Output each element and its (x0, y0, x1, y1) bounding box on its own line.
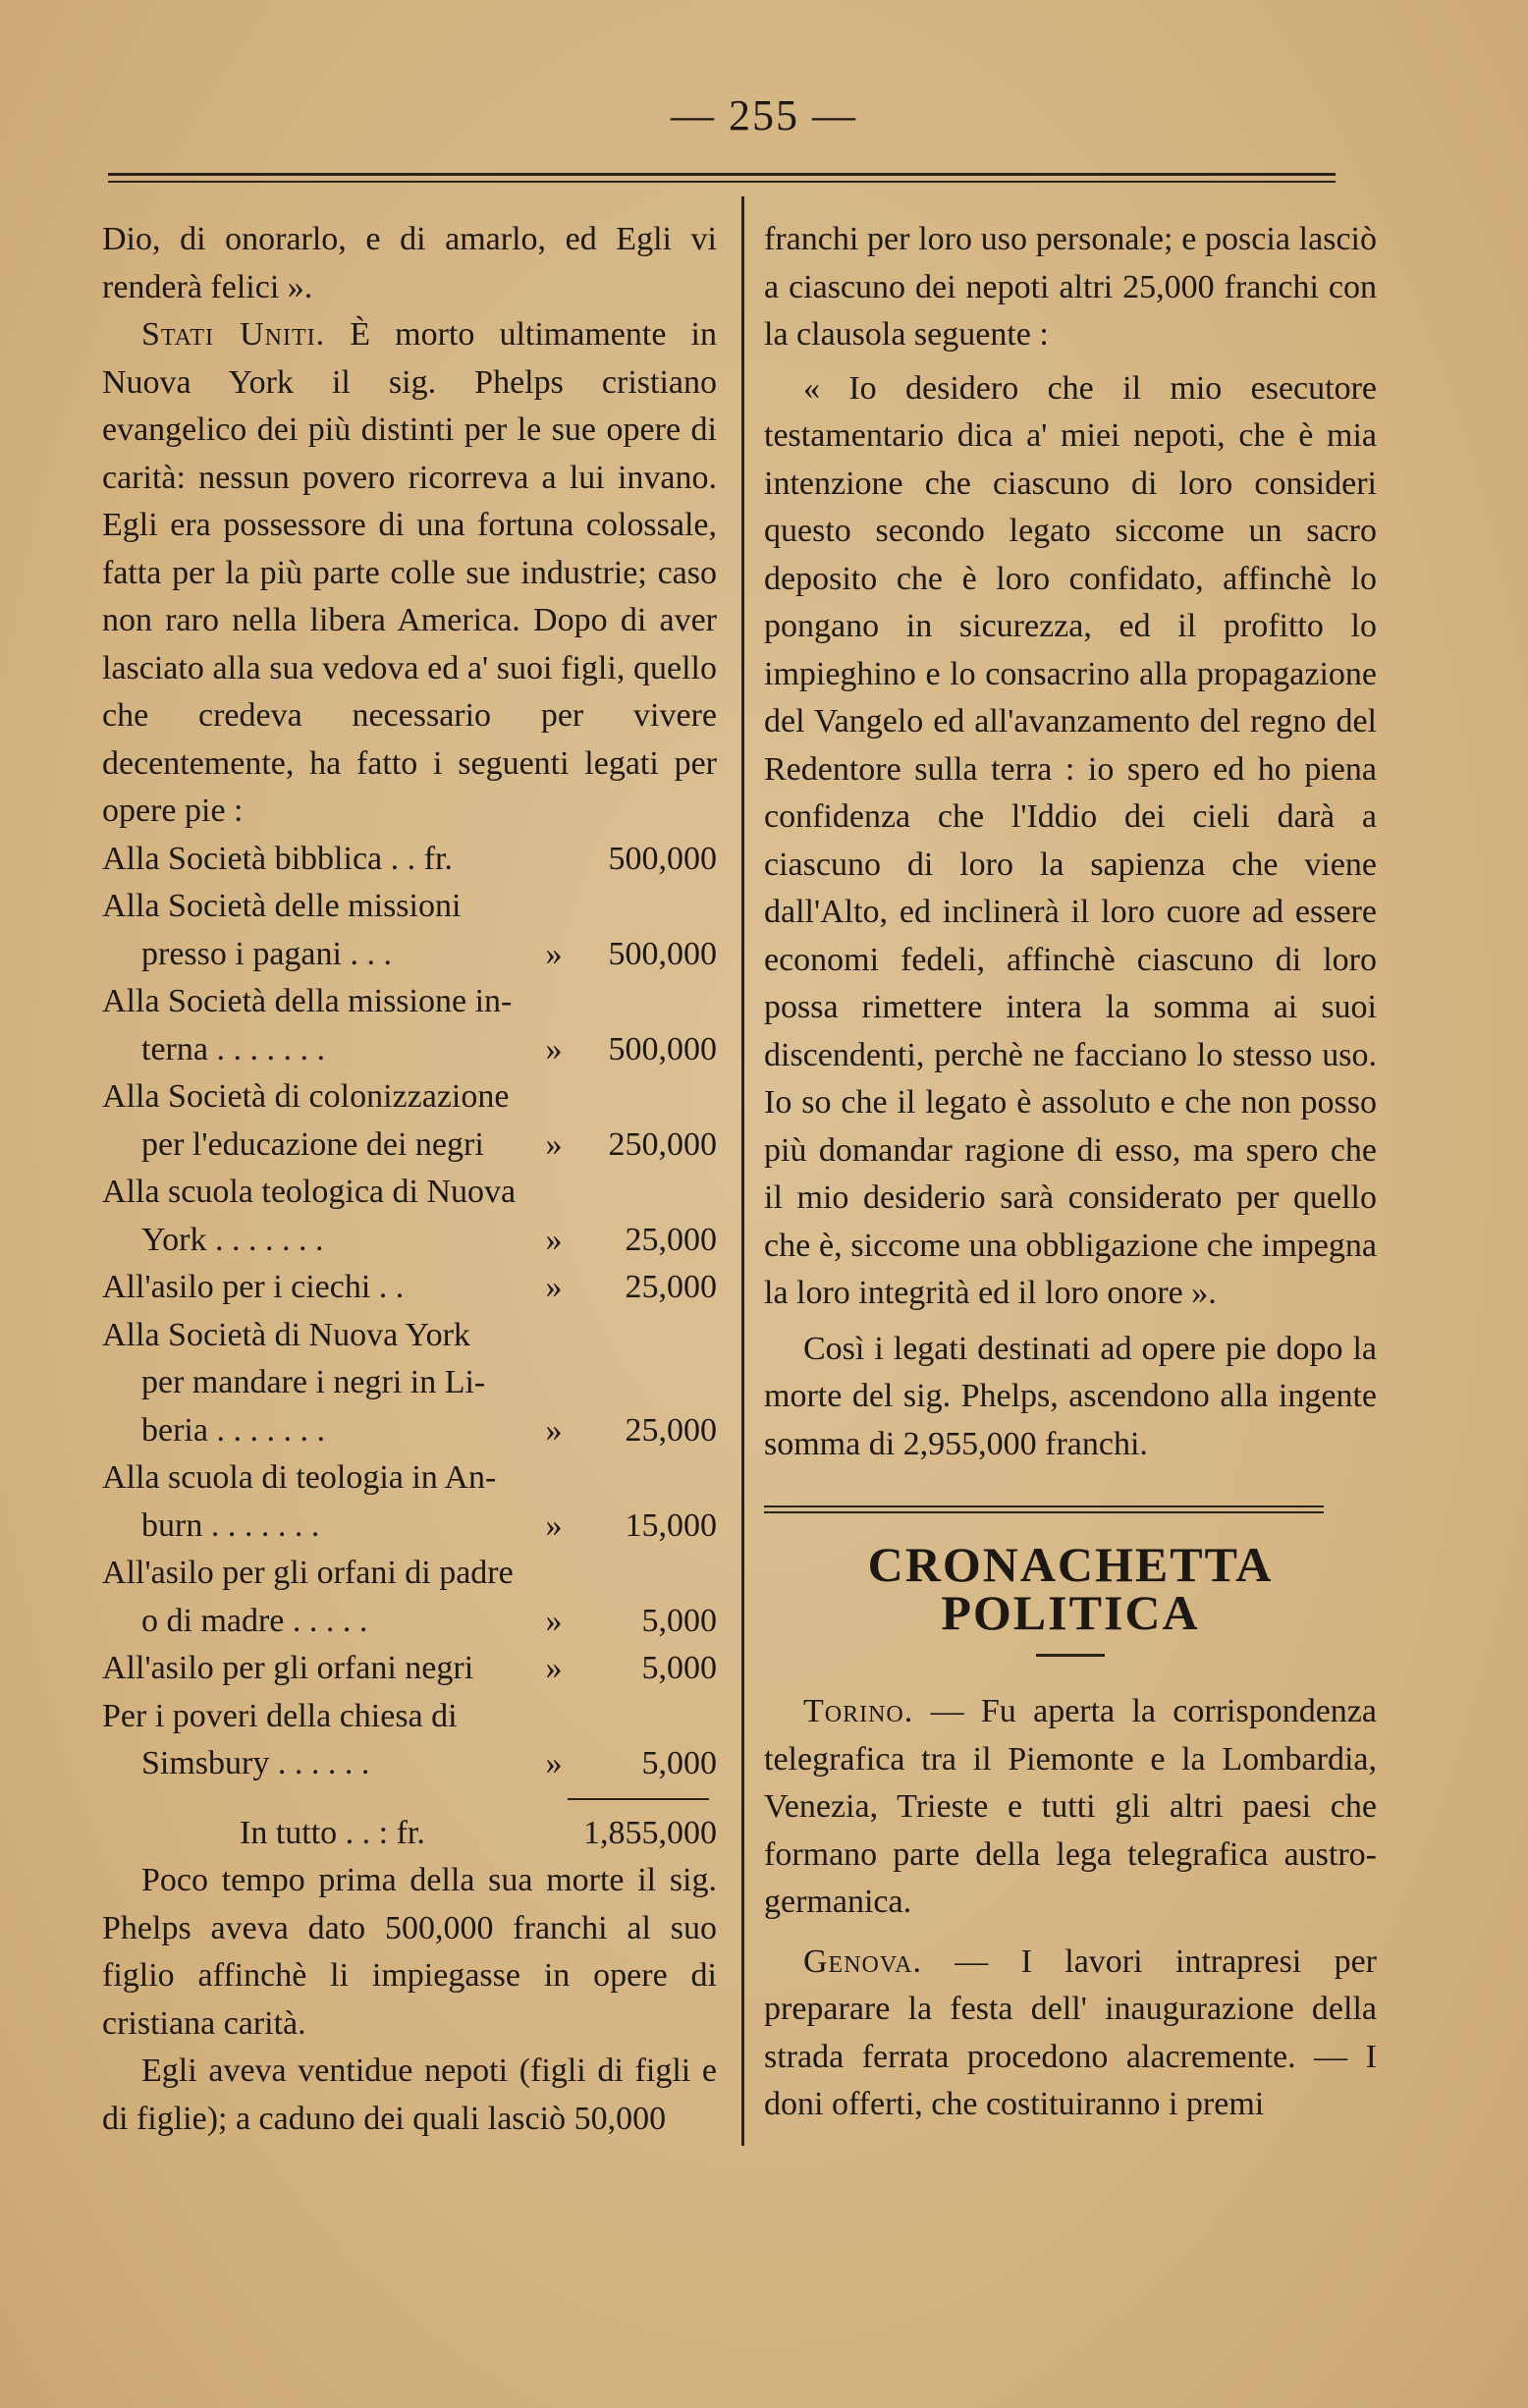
legacy-line (102, 1217, 717, 1265)
total-label: In tutto . . : fr. (240, 1814, 425, 1851)
legacy-line (102, 1454, 717, 1503)
legacy-unit: » (545, 1125, 563, 1163)
legacy-description: per l'educazione dei negri (141, 1125, 484, 1163)
legacy-line (102, 1645, 717, 1693)
legacy-description: Simsbury . . . . . . (141, 1745, 370, 1781)
stati-uniti-paragraph (102, 311, 717, 836)
legacy-line (102, 978, 717, 1026)
legacy-description: Alla scuola teologica di Nuova (102, 1174, 517, 1210)
legacy-amount: 25,000 (625, 1411, 717, 1449)
genova-paragraph (764, 1939, 1377, 2129)
legacy-amount: 5,000 (641, 1745, 717, 1781)
legacy-unit: » (545, 1506, 563, 1544)
legacy-description: burn . . . . . . . (141, 1506, 320, 1544)
page-number: — 255 — (671, 91, 857, 139)
torino-text: — Fu aperta la corrispondenza telegrafica tra il Piemonte e la Lombardia, Venezia, Trieste e tutti gli altri paesi che formano parte della lega telegrafica austro-germanica. (764, 1693, 1377, 1920)
legacy-description: All'asilo per i ciechi . . (102, 1269, 405, 1305)
legacy-line (102, 1122, 717, 1170)
legacies-list (102, 836, 717, 1788)
legacy-line (102, 1264, 717, 1312)
genova-label: Genova. (803, 1943, 922, 1980)
header-rule (108, 173, 1336, 176)
legacy-line (102, 1550, 717, 1598)
torino-label: Torino. (803, 1693, 914, 1729)
legacy-line (102, 1169, 717, 1217)
legacy-description: per mandare i negri in Li- (141, 1364, 486, 1400)
legacy-description: Alla scuola di teologia in An- (102, 1459, 497, 1496)
legacy-description: All'asilo per gli orfani di padre (102, 1555, 514, 1591)
paragraph-prima: Poco tempo prima della sua morte il sig. Phelps aveva dato 500,000 franchi al suo figlio affinchè li impiegasse in opere di cristiana carità. (102, 1862, 717, 2042)
legacy-unit: » (545, 1650, 563, 1686)
legacy-unit: » (545, 1030, 563, 1067)
quote-paragraph: « Io desidero che il mio esecutore testamentario dica a' miei nepoti, che è mia intenzione che ciascuno di loro consideri questo secondo legato siccome un sacro deposito che è loro confidato, affinchè lo pongano in sicurezza, ed il profitto lo impieghino e lo consacrino alla propagazione del Vangelo ed all'avanzamento del regno del Redentore sulla terra : io spero ed ho piena confidenza che l'Iddio dei cieli darà a ciascuno di loro la sapienza che viene dall'Alto, ed inclinerà il loro cuore ad essere economi fedeli, affinchè ciascuno di loro possa rimettere intera la somma ai suoi discendenti, perchè ne facciano lo stesso uso. Io so che il legato è assoluto e che non posso più domandar ragione di esso, ma spero che il mio desiderio sarà considerato per quello che è, siccome una obbligazione che impegna la loro integrità ed il loro onore ». (764, 369, 1377, 1311)
total-line (102, 1810, 717, 1858)
legacy-line (102, 1598, 717, 1646)
legacy-line (102, 1407, 717, 1455)
legacy-unit: » (545, 1269, 563, 1305)
legacy-unit: » (545, 1602, 563, 1639)
legacy-description: Alla Società delle missioni (102, 888, 462, 924)
legacy-description: Alla Società della missione in- (102, 983, 513, 1019)
legacy-amount: 5,000 (641, 1650, 717, 1686)
total-amount: 1,855,000 (583, 1814, 717, 1851)
legacy-unit: » (545, 1411, 563, 1449)
legacy-amount: 250,000 (608, 1125, 717, 1163)
legacy-amount: 25,000 (625, 1221, 717, 1258)
legacy-amount: 500,000 (608, 935, 717, 972)
genova-text: — I lavori intrapresi per preparare la festa dell' inaugurazione della strada ferrata procedono alacremente. — I doni offerti, che costituiranno i premi (764, 1943, 1378, 2122)
legacy-line (102, 836, 717, 884)
legacy-unit: » (545, 1745, 563, 1781)
left-column (102, 216, 717, 2143)
legacy-description: presso i pagani . . . (141, 935, 392, 972)
legacy-description: Alla Società bibblica . . fr. (102, 840, 453, 877)
legacy-description: Per i poveri della chiesa di (102, 1697, 458, 1734)
intro-paragraph: Dio, di onorarlo, e di amarlo, ed Egli vi renderà felici ». (102, 221, 717, 305)
legacy-line (102, 1312, 717, 1360)
legacy-description: o di madre . . . . . (141, 1602, 368, 1639)
continuation-paragraph: franchi per loro uso personale; e poscia lasciò a ciascuno dei nepoti altri 25,000 franchi con la clausola seguente : (764, 221, 1377, 353)
legacy-line (102, 1073, 717, 1122)
header-rule-thin (108, 181, 1336, 183)
legacy-description: beria . . . . . . . (141, 1411, 325, 1449)
conclusion-paragraph: Così i legati destinati ad opere pie dopo la morte del sig. Phelps, ascendono alla ingente somma di 2,955,000 franchi. (764, 1330, 1377, 1462)
legacy-description: terna . . . . . . . (141, 1030, 325, 1067)
paragraph-nepoti: Egli aveva ventidue nepoti (figli di figli e di figlie); a caduno dei quali lasciò 50,000 (102, 2052, 717, 2137)
section-title: CRONACHETTA POLITICA (867, 1537, 1274, 1640)
legacy-description: Alla Società di Nuova York (102, 1316, 470, 1353)
legacy-description: All'asilo per gli orfani negri (102, 1650, 474, 1686)
legacy-unit: » (545, 1221, 563, 1258)
legacy-unit: » (545, 935, 563, 972)
right-column (764, 216, 1377, 2129)
legacy-line (102, 1503, 717, 1551)
legacy-amount: 500,000 (608, 840, 717, 877)
torino-paragraph (764, 1688, 1377, 1927)
legacy-line (102, 883, 717, 931)
section-rule-bottom (764, 1511, 1324, 1513)
legacy-line (102, 1693, 717, 1741)
legacy-amount: 500,000 (608, 1030, 717, 1067)
legacy-amount: 15,000 (625, 1506, 717, 1544)
legacy-amount: 25,000 (625, 1269, 717, 1305)
stati-uniti-text: È morto ultimamente in Nuova York il sig. Phelps cristiano evangelico dei più distinti per le sue opere di carità: nessun povero ricorreva a lui invano. Egli era possessore di una fortuna colossale, fatta per la più parte colle sue industrie; caso non raro nella libera America. Dopo di aver lasciato alla sua vedova ed a' suoi figli, quello che credeva necessario per vivere decentemente, ha fatto i seguenti legati per opere pie : (102, 316, 717, 829)
stati-uniti-label: Stati Uniti. (141, 316, 326, 353)
legacy-description: York . . . . . . . (141, 1221, 324, 1258)
legacy-line (102, 931, 717, 979)
section-rule-top (764, 1505, 1324, 1507)
legacy-line (102, 1026, 717, 1074)
column-divider (741, 196, 744, 2146)
legacy-description: Alla Società di colonizzazione (102, 1078, 510, 1115)
legacy-line (102, 1740, 717, 1788)
legacy-amount: 5,000 (641, 1602, 717, 1639)
legacy-line (102, 1359, 717, 1407)
total-rule (568, 1798, 709, 1800)
title-underline (1036, 1654, 1105, 1657)
section-divider (764, 1505, 1377, 1513)
